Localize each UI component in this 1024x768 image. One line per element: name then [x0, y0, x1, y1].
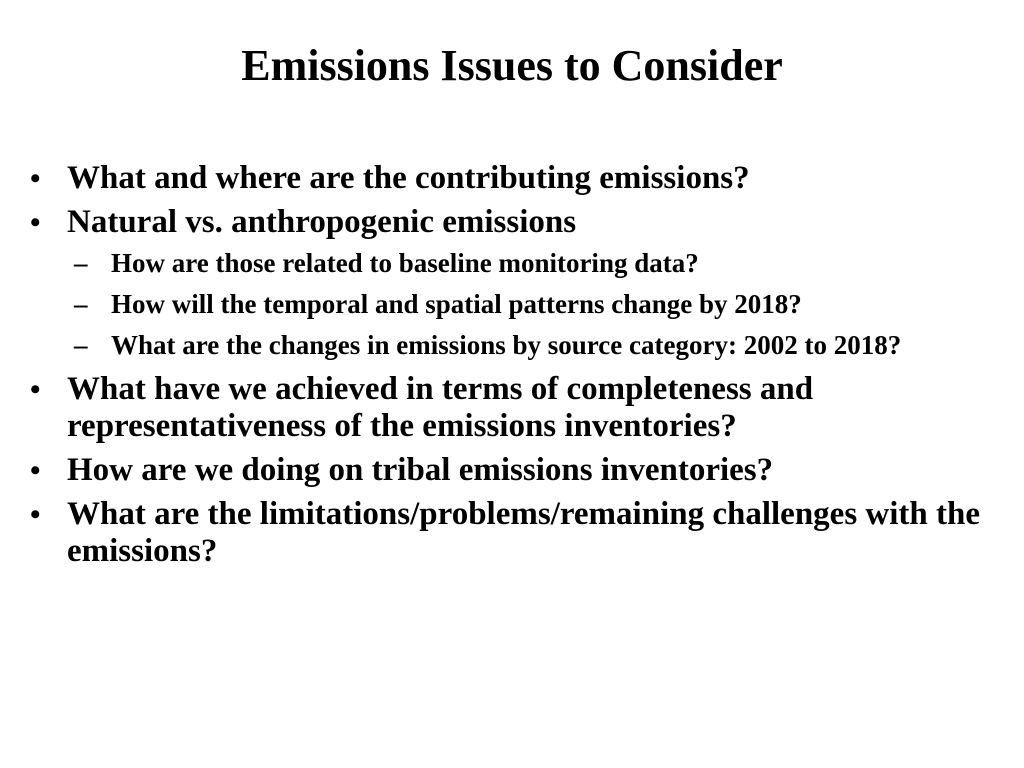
bullet-marker: •	[30, 454, 41, 487]
bullet-item	[28, 204, 998, 241]
bullet-text: What have we achieved in terms of completeness and representativeness of the emissions inventories?	[67, 371, 814, 444]
bullet-item	[28, 496, 998, 570]
dash-marker: –	[74, 330, 88, 360]
slide-title: Emissions Issues to Consider	[241, 41, 783, 90]
bullet-text: How are we doing on tribal emissions inventories?	[67, 452, 774, 488]
sub-bullet-text: How are those related to baseline monitoring data?	[111, 248, 699, 278]
bullet-text: What are the limitations/problems/remaining challenges with the emissions?	[67, 496, 980, 569]
dash-marker: –	[74, 289, 88, 319]
sub-bullet-text: How will the temporal and spatial patterns change by 2018?	[111, 289, 802, 319]
bullet-marker: •	[30, 373, 41, 406]
bullet-list	[28, 160, 998, 577]
sub-bullet-text: What are the changes in emissions by source category: 2002 to 2018?	[111, 330, 902, 360]
sub-bullet-item	[28, 330, 998, 360]
bullet-marker: •	[30, 162, 41, 195]
bullet-marker: •	[30, 206, 41, 239]
bullet-item	[28, 371, 998, 445]
bullet-item	[28, 452, 998, 489]
dash-marker: –	[74, 248, 88, 278]
sub-bullet-item	[28, 248, 998, 278]
bullet-text: Natural vs. anthropogenic emissions	[67, 204, 577, 240]
bullet-text: What and where are the contributing emissions?	[67, 160, 750, 196]
bullet-item	[28, 160, 998, 197]
bullet-marker: •	[30, 498, 41, 531]
sub-bullet-item	[28, 289, 998, 319]
